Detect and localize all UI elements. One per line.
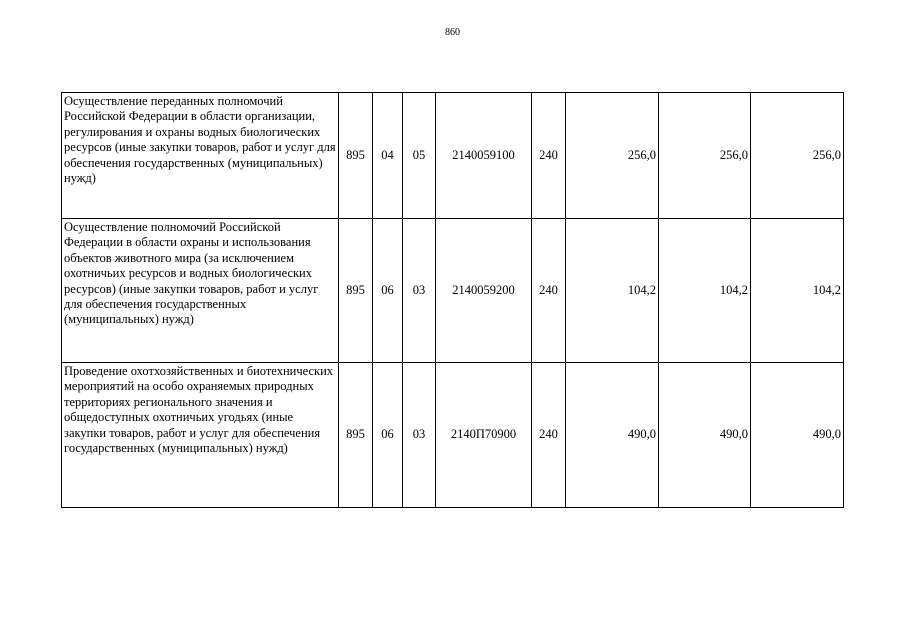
amount-3: 104,2 (751, 219, 844, 363)
expense-type-code: 240 (532, 363, 566, 508)
table-row (62, 363, 844, 508)
table-row (62, 93, 844, 219)
budget-table (61, 92, 844, 508)
row-description: Проведение охотхозяйственных и биотехнических мероприятий на особо охраняемых природных территориях регионального значения и общедоступных охотничьих угодьях (иные закупки товаров, работ и услуг для обеспечения государственных (муниципальных) нужд) (62, 363, 339, 508)
row-description: Осуществление переданных полномочий Российской Федерации в области организации, регулирования и охраны водных биологических ресурсов (иные закупки товаров, работ и услуг для обеспечения государственных (муниципальных) нужд) (62, 93, 339, 219)
amount-2: 256,0 (659, 93, 751, 219)
expense-type-code: 240 (532, 93, 566, 219)
subsection-code: 03 (403, 363, 436, 508)
expense-type-code: 240 (532, 219, 566, 363)
amount-1: 490,0 (566, 363, 659, 508)
ministry-code: 895 (339, 93, 373, 219)
subsection-code: 03 (403, 219, 436, 363)
ministry-code: 895 (339, 219, 373, 363)
amount-1: 256,0 (566, 93, 659, 219)
ministry-code: 895 (339, 363, 373, 508)
section-code: 04 (373, 93, 403, 219)
row-description: Осуществление полномочий Российской Федерации в области охраны и использования объектов животного мира (за исключением охотничьих ресурсов и водных биологических ресурсов) (иные закупки товаров, работ и услуг для обеспечения государственных (муниципальных) нужд) (62, 219, 339, 363)
subsection-code: 05 (403, 93, 436, 219)
amount-2: 104,2 (659, 219, 751, 363)
section-code: 06 (373, 219, 403, 363)
amount-3: 256,0 (751, 93, 844, 219)
target-article-code: 2140059200 (436, 219, 532, 363)
amount-3: 490,0 (751, 363, 844, 508)
amount-1: 104,2 (566, 219, 659, 363)
target-article-code: 2140059100 (436, 93, 532, 219)
page-number: 860 (445, 27, 460, 38)
amount-2: 490,0 (659, 363, 751, 508)
target-article-code: 2140П70900 (436, 363, 532, 508)
table-row (62, 219, 844, 363)
section-code: 06 (373, 363, 403, 508)
